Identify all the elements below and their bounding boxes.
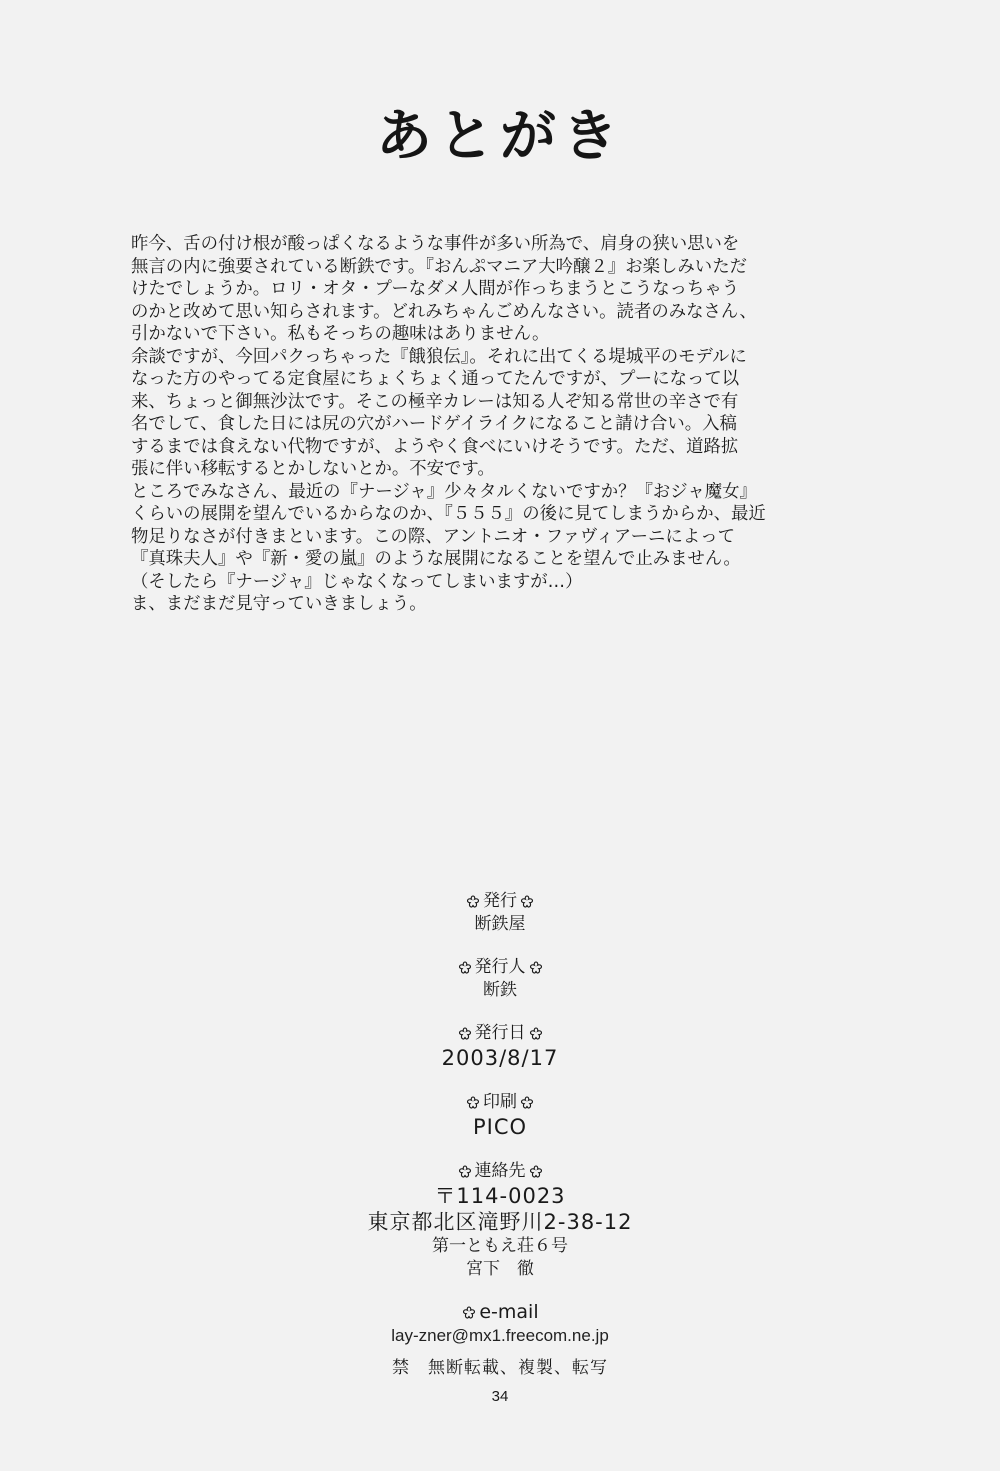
email-heading: [0, 1301, 1000, 1324]
issuer-section: [0, 956, 1000, 1002]
flower-icon: [528, 960, 544, 976]
body-line: 無言の内に強要されている断鉄です。『おんぷマニア大吟醸２』お楽しみいただ: [131, 256, 747, 277]
contact-address: 東京都北区滝野川2-38-12: [367, 1210, 633, 1234]
page-number: 34: [491, 1388, 509, 1405]
body-line: 張に伴い移転するとかしないとか。不安です。: [131, 459, 495, 479]
afterword-body: [131, 233, 871, 616]
body-line: （そしたら『ナージャ』じゃなくなってしまいますが…）: [131, 571, 583, 592]
body-line: 引かないで下さい。私もそっちの趣味はありません。: [131, 324, 550, 344]
email-address: lay-zner@mx1.freecom.ne.jp: [391, 1326, 609, 1345]
body-line: けたでしょうか。ロリ・オタ・プーなダメ人間が作っちまうとこうなっちゃう: [131, 279, 740, 299]
contact-name: 宮下 徹: [466, 1259, 534, 1279]
email-section: [0, 1301, 1000, 1348]
body-line: ところでみなさん、最近の『ナージャ』少々タルくないですか？『おジャ魔女』: [131, 481, 757, 502]
body-line: するまでは食えない代物ですが、ようやく食べにいけそうです。ただ、道路拡: [131, 436, 739, 457]
issuer-heading: [0, 956, 1000, 979]
flower-icon: [519, 894, 535, 910]
date-value: 2003/8/17: [441, 1046, 559, 1070]
body-line: なった方のやってる定食屋にちょくちょく通ってたんですが、プーになって以: [131, 369, 740, 389]
publisher-section: [0, 890, 1000, 936]
page-title: あとがき: [376, 104, 624, 169]
printer-value: PICO: [472, 1115, 528, 1139]
colophon: [0, 890, 1000, 1408]
reproduction-notice: 禁 無断転載、複製、転写: [392, 1358, 608, 1378]
issuer-value: 断鉄: [483, 980, 517, 1000]
body-line: 物足りなさが付きまといます。この際、アントニオ・ファヴィアーニによって: [131, 526, 735, 547]
contact-heading: [0, 1160, 1000, 1183]
printer-heading-label: 印刷: [483, 1092, 517, 1112]
body-line: 来、ちょっと御無沙汰です。そこの極辛カレーは知る人ぞ知る常世の辛さで有: [131, 391, 739, 412]
publisher-heading: [0, 890, 1000, 913]
date-section: [0, 1022, 1000, 1071]
date-heading: [0, 1022, 1000, 1045]
body-line: のかと改めて思い知らされます。どれみちゃんごめんなさい。読者のみなさん、: [131, 301, 757, 322]
flower-icon: [457, 1164, 473, 1180]
flower-icon: [465, 1095, 481, 1111]
contact-heading-label: 連絡先: [474, 1161, 526, 1181]
flower-icon: [528, 1164, 544, 1180]
flower-icon: [465, 894, 481, 910]
flower-icon: [457, 960, 473, 976]
date-heading-label: 発行日: [474, 1023, 526, 1043]
body-line: 昨今、舌の付け根が酸っぱくなるような事件が多い所為で、肩身の狭い思いを: [131, 234, 740, 254]
email-heading-label: e-mail: [479, 1301, 539, 1323]
issuer-heading-label: 発行人: [474, 957, 526, 977]
flower-icon: [528, 1026, 544, 1042]
flower-icon: [457, 1026, 473, 1042]
body-line: 余談ですが、今回パクっちゃった『餓狼伝』。それに出てくる堤城平のモデルに: [131, 346, 747, 367]
publisher-heading-label: 発行: [483, 891, 517, 911]
body-line: 『真珠夫人』や『新・愛の嵐』のような展開になることを望んで止みません。: [131, 549, 741, 569]
publisher-value: 断鉄屋: [474, 914, 526, 934]
flower-icon: [461, 1305, 477, 1321]
contact-section: [0, 1160, 1000, 1281]
printer-section: [0, 1091, 1000, 1140]
body-line: 名でして、食した日には尻の穴がハードゲイライクになること請け合い。入稿: [131, 414, 737, 434]
body-line: ま、まだまだ見守っていきましょう。: [131, 594, 427, 614]
printer-heading: [0, 1091, 1000, 1114]
contact-building: 第一ともえ荘６号: [432, 1236, 568, 1256]
body-line: くらいの展開を望んでいるからなのか、『５５５』の後に見てしまうからか、最近: [131, 504, 766, 524]
contact-postal-code: 〒114-0023: [434, 1184, 566, 1208]
flower-icon: [519, 1095, 535, 1111]
